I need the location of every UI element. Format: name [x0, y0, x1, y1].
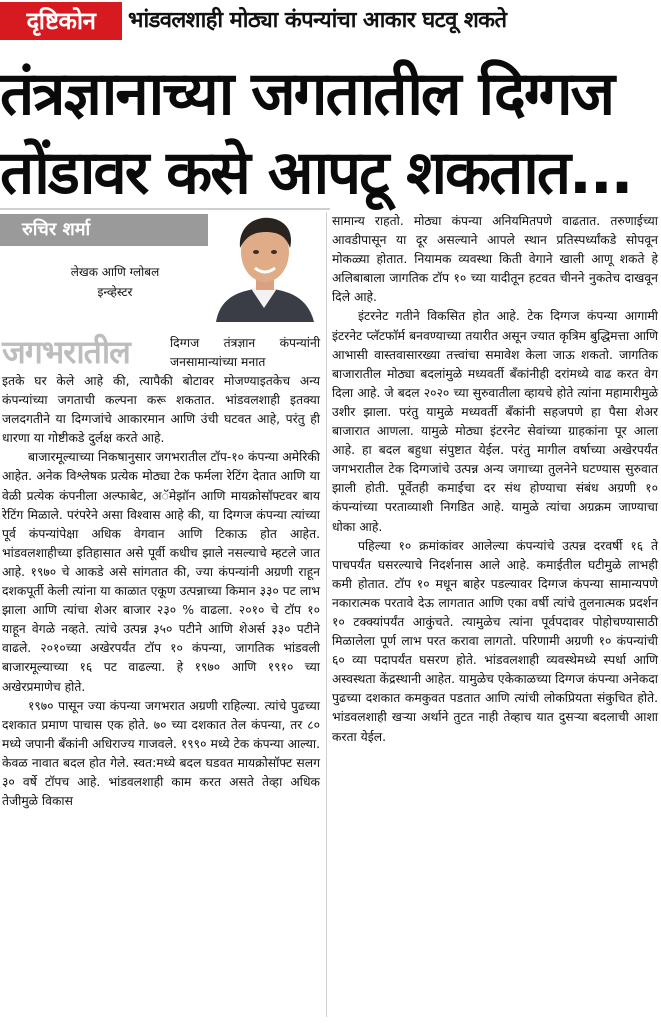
paragraph: बाजारमूल्याच्या निकषानुसार जगभरातील टॉप-१० कंपन्या अमेरिकी आहेत. अनेक विश्लेषक प्रत्येक मोठ्या टेक फर्मला रेटिंग देतात आणि या वेळी प्रत्येक कंपनीला अल्फाबेट, अॅमेझॉन आणि मायक्रोसॉफ्टवर बाय रेटिंग मिळाले. परंपरेने असा विश्वास आहे की, या दिग्गज कंपन्या त्यांच्या पूर्व कंपन्यांपेक्षा अधिक वेगवान आणि टिकाऊ होत आहेत. भांडवलशाहीच्या इतिहासात असे पूर्वी कधीच झाले नसल्याचे म्हटले जात आहे. १९७० चे आकडे असे सांगतात की, ज्या कंपन्यांनी अग्रणी राहून दशकपूर्ती केली त्यांना या काळात एकूण उत्पन्नाच्या किमान ३३० पट लाभ झाला आणि त्यांचा शेअर बाजार २३० % वाढला. २०१० चे टॉप १० याहून वेगळे नव्हते. त्यांचे उत्पन्न ३५० पटीने आणि शेअर्स ३३० पटीने वाढले. २०१०च्या अखेरपर्यंत टॉप १० कंपन्या, जागतिक भांडवली बाजारमूल्याच्या १६ पट वाढल्या. हे १९७० आणि १९१० च्या अखेरप्रमाणेच होते. — [2, 450, 320, 694]
author-photo — [208, 212, 320, 322]
kicker-subheadline: भांडवलशाही मोठ्या कंपन्यांचा आकार घटवू शकते — [128, 8, 507, 33]
paragraph: इतके घर केले आहे की, त्यापैकी बोटावर मोजण्याइतकेच अन्य कंपन्यांच्या जगताची कल्पना करू शकतात. भांडवलशाही इतक्या जलदगतीने या दिग्गजांचे आकारमान आणि उंची घटवत आहे, परंतु ही धारणा या गोष्टीकडे दुर्लक्ष करते आहे. — [2, 374, 320, 446]
column-rule — [326, 212, 327, 1017]
section-kicker: दृष्टिकोन — [0, 2, 122, 40]
paragraph: पहिल्या १० क्रमांकांवर आलेल्या कंपन्यांचे उत्पन्न दरवर्षी १६ ते पाचपर्यंत घसरल्याचे निदर्शनास आले आहे. कमाईतील घटीमुळे लाभही कमी होतात. टॉप १० मधून बाहेर पडल्यावर दिग्गज कंपन्या सामान्यपणे नकारात्मक परतावे देऊ लागतात आणि एका वर्षी त्यांचे तुलनात्मक प्रदर्शन १० टक्क्यांपर्यंत आकुंचते. त्यामुळेच त्यांना पूर्वपदावर पोहोचण्यासाठी मिळालेला पूर्ण लाभ परत करावा लागतो. परिणामी अग्रणी १० कंपन्यांची ६० व्या पदापर्यंत घसरण होते. भांडवलशाही व्यवस्थेमध्ये स्पर्धा आणि अस्वस्थता केंद्रस्थानी आहेत. यामुळेच एकेकाळच्या दिग्गज कंपन्या अनेकदा पुढच्या दशकात कमकुवत पडतात आणि त्यांची लोकप्रियता संकुचित होते. भांडवलशाही खऱ्या अर्थाने तुटत नाही तेव्हाच यात दुसऱ्या बदलाची आशा करता येईल. — [332, 538, 658, 744]
article-column-1 — [2, 372, 320, 811]
author-role — [40, 262, 190, 302]
headline-line-2: तोंडावर कसे आपटू शकतात... — [0, 138, 632, 208]
author-name-bar — [0, 214, 218, 246]
divider — [0, 208, 330, 210]
author-name: रुचिर शर्मा — [22, 219, 91, 240]
paragraph: इंटरनेट गतीने विकसित होत आहे. टेक दिग्गज कंपन्या आगामी इंटरनेट प्लॅटफाॅर्म बनवण्याच्या तयारीत असून ज्यात कृत्रिम बुद्धिमत्ता आणि आभासी वास्तवासारख्या तत्त्वांचा समावेश केला जाऊ शकतो. जागतिक बाजारातील मोठ्या बदलांमुळे मध्यवर्ती बँकांनीही दरांमध्ये वाढ करत वेग दिला आहे. जे बदल २०२० च्या सुरुवातीला व्हायचे होते त्यांना महामारीमुळे उशीर झाला. परंतु यामुळे मध्यवर्ती बँकांनी सहजपणे हा पैसा शेअर बाजारात आणला. यामुळे मोठ्या इंटरनेट सेवांच्या ग्राहकांना पूर आला आहे. हा बदल बहुधा संपुष्टात येईल. परंतु मागील वर्षाच्या अखेरपर्यंत जगभरातील टेक दिग्गजांचे उत्पन्न अन्य जगाच्या तुलनेने घटण्यास सुरुवात झाली होती. पूर्वेतही कमाईचा दर संथ होण्याचा संबंध अग्रणी १० कंपन्यांच्या परताव्याशी निगडित आहे. यामुळे त्यांचा अग्रक्रम जाण्याचा धोका आहे. — [332, 309, 658, 534]
headline-line-1: तंत्रज्ञानाच्या जगतातील दिग्गज — [0, 59, 614, 129]
article-column-2 — [332, 212, 658, 747]
paragraph: १९७० पासून ज्या कंपन्या जगभरात अग्रणी राहिल्या. त्यांचे पुढच्या दशकात प्रमाण पाचास एक होते. ७० च्या दशकात तेल कंपन्या, तर ८० मध्ये जपानी बँकांनी अधिराज्य गाजवले. १९९० मध्ये टेक कंपन्या आल्या. केवळ नावात बदल होत गेले. स्वत:मध्ये बदल घडवत मायक्रोसॉफ्ट सलग ३० वर्षे टॉपच आहे. भांडवलशाही काम करत असते तेव्हा अधिक तेजीमुळे विकास — [2, 698, 320, 809]
article-col1-intro — [170, 334, 320, 372]
dropcap-word: जगभरातील — [2, 333, 130, 371]
author-role-line-2: इन्व्हेस्टर — [97, 285, 133, 299]
paragraph: दिग्गज तंत्रज्ञान कंपन्यांनी जनसामान्यांच्या मनात — [170, 336, 320, 370]
masthead-bar — [0, 0, 661, 42]
paragraph: सामान्य राहतो. मोठ्या कंपन्या अनियमितपणे वाढतात. तरुणाईच्या आवडीपासून या दूर असल्याने आपले स्थान प्रतिस्पर्ध्यांकडे सोपवून मोकळ्या होतात. नियामक व्यवस्था किती वेगाने खाली आणू शकते हे अलिबाबाला जागतिक टॉप १० च्या यादीतून हटवत चीनने नुकतेच दाखवून दिले आहे. — [332, 214, 658, 305]
author-role-line-1: लेखक आणि ग्लोबल — [70, 265, 160, 279]
